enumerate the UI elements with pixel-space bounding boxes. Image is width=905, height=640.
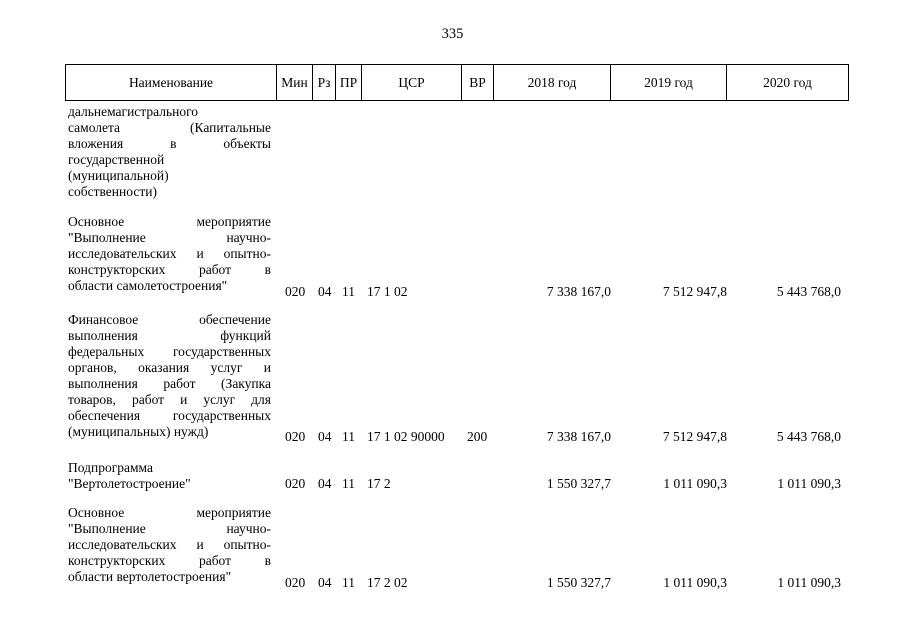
cell-min: 020 xyxy=(285,429,306,444)
cell-rz: 04 xyxy=(318,429,332,444)
cell-rz: 04 xyxy=(318,284,332,299)
cell-2018: 7 338 167,0 xyxy=(546,429,611,444)
cell-2018: 1 550 327,7 xyxy=(546,476,611,491)
row-name: Финансовое обеспечение выполнения функций федеральных государственных органов, оказания услуг и выполнения работ (Закупка товаров, работ и услуг для обеспечения государственных (муниципальных) нужд) xyxy=(68,312,271,439)
table-header xyxy=(65,64,849,101)
cell-min: 020 xyxy=(285,476,306,491)
cell-2019: 7 512 947,8 xyxy=(662,429,727,444)
column-header-2020: 2020 год xyxy=(727,65,849,101)
cell-rz: 04 xyxy=(318,575,332,590)
column-header-csr: ЦСР xyxy=(362,65,462,101)
row-name: дальнемагистрального самолета (Капитальные вложения в объекты государственной (муниципальной) собственности) xyxy=(68,104,271,199)
column-header-2018: 2018 год xyxy=(494,65,611,101)
cell-pr: 11 xyxy=(342,429,355,444)
row-name: Основное мероприятие "Выполнение научно- исследовательских и опытно- конструкторских работ в области вертолетостроения" xyxy=(68,505,271,584)
cell-rz: 04 xyxy=(318,476,332,491)
cell-vr: 200 xyxy=(467,429,488,444)
page-number: 335 xyxy=(441,26,464,42)
row-name: Подпрограмма "Вертолетостроение" xyxy=(68,460,191,491)
cell-2020: 5 443 768,0 xyxy=(776,429,841,444)
cell-2019: 1 011 090,3 xyxy=(663,476,727,491)
cell-csr: 17 2 xyxy=(367,476,391,491)
cell-csr: 17 1 02 90000 xyxy=(367,429,445,444)
cell-min: 020 xyxy=(285,575,306,590)
column-header-2019: 2019 год xyxy=(611,65,727,101)
cell-2020: 1 011 090,3 xyxy=(777,476,841,491)
cell-2019: 1 011 090,3 xyxy=(663,575,727,590)
cell-csr: 17 1 02 xyxy=(367,284,408,299)
cell-2020: 5 443 768,0 xyxy=(776,284,841,299)
cell-pr: 11 xyxy=(342,284,355,299)
cell-2020: 1 011 090,3 xyxy=(777,575,841,590)
column-header-min: Мин xyxy=(277,65,313,101)
cell-2018: 1 550 327,7 xyxy=(546,575,611,590)
cell-csr: 17 2 02 xyxy=(367,575,408,590)
column-header-name: Наименование xyxy=(66,65,277,101)
cell-pr: 11 xyxy=(342,575,355,590)
cell-2018: 7 338 167,0 xyxy=(546,284,611,299)
column-header-pr: ПР xyxy=(336,65,362,101)
column-header-rz: Рз xyxy=(313,65,336,101)
cell-min: 020 xyxy=(285,284,306,299)
row-name: Основное мероприятие "Выполнение научно- исследовательских и опытно- конструкторских работ в области самолетостроения" xyxy=(68,214,271,293)
column-header-vr: ВР xyxy=(462,65,494,101)
cell-pr: 11 xyxy=(342,476,355,491)
cell-2019: 7 512 947,8 xyxy=(662,284,727,299)
